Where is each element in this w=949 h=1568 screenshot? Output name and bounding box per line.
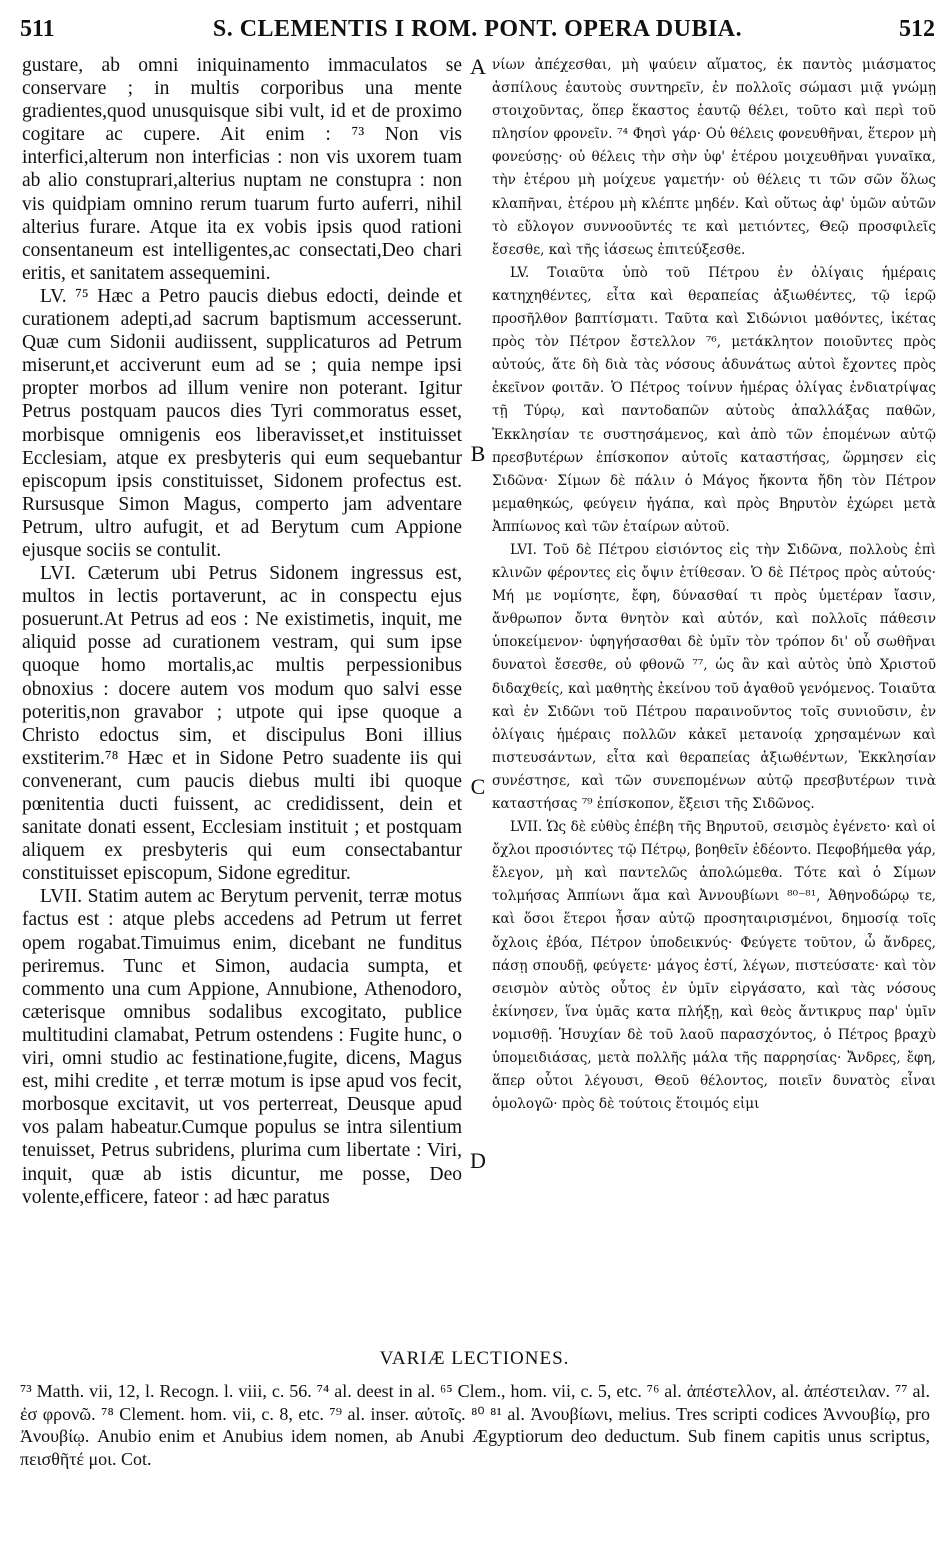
margin-marker-d: D <box>470 1148 486 1173</box>
latin-paragraph: LV. ⁷⁵ Hæc a Petro paucis diebus edocti, deinde et curationem adepti,ad sacrum baptismum accesserunt. Quæ cum Sidonii audiissent, supplicaturos ad Petrum miserunt,et acciverunt eum ad se ; quia nempe ipsi propter morbos ad illum venire non poterant. Igitur Petrus postquam paucos dies Tyri commoratus esset, morbisque omnigenis eos liberavisset,et instituisset Ecclesiam, atque ex presbyteris qui eum sequebantur episcopum ipsis constituisset, Sidonem profectus est. Rursusque Simon Magus, comperto jam adventare Petrum, ultro aufugit, et ad Berytum cum Appione ejusque sociis se contulit. <box>22 285 462 561</box>
greek-paragraph: νίων ἀπέχεσθαι, μὴ ψαύειν αἵματος, ἐκ παντὸς μιάσματος ἀσπίλους ἑαυτοὺς συντηρεῖν, ἐν πολλοῖς σώμασι μιᾷ γνώμῃ στοιχοῦντας, ὅπερ ἕκαστος ἑαυτῷ θέλει, τοῦτο καὶ περὶ τοῦ πλησίον φρονεῖν. ⁷⁴ Φησὶ γάρ· Οὐ θέλεις φονευθῆναι, ἕτερον μὴ φονεύσῃς· οὐ θέλεις τὴν σὴν ὑφ' ἑτέρου μοιχευθῆναι γυναῖκα, τὴν ἑτέρου μὴ μοίχευε γαμετήν· οὐ θέλεις τι τῶν σῶν ὅλως κλαπῆναι, ἑτέρου μὴ κλέπτε μηδέν. Καὶ οὕτως ἀφ' ὑμῶν αὐτῶν τὸ εὔλογον συννοοῦντές τε καὶ μετιόντες, Θεῷ προσφιλεῖς ἔσεσθε, καὶ τῆς ἰάσεως ἐπιτεύξεσθε. <box>492 57 936 258</box>
latin-paragraph: gustare, ab omni iniquinamento immaculatos se conservare ; in multis corporibus una mente gradientes,quod unusquisque sibi vult, id et de proximo cogitare ac cupere. Ait enim : ⁷³ Non vis interfici,alterum non interficias : non vis uxorem tuam ab alio constuprari,alterius nuptam ne constupra : non vis quidpiam omnino rerum tuarum furto auferri, nihil alterius furare. Atque ita ex vobis ipsis quod rationi consentaneum est intelligentes,ac consectati,Deo chari eritis, et sanitatem assequemini. <box>22 55 462 284</box>
page-number-left: 511 <box>20 16 55 42</box>
greek-paragraph: LVI. Τοῦ δὲ Πέτρου εἰσιόντος εἰς τὴν Σιδῶνα, πολλοὺς ἐπὶ κλινῶν φέροντες εἰς ὄψιν ἐτίθεσαν. Ὁ δὲ Πέτρος πρὸς αὐτούς· Μή με νομίσητε, ἔφη, δύνασθαί τι πρὸς ὑμετέραν ἴασιν, ἄνθρωπον ὄντα θνητὸν καὶ αὐτόν, καὶ πολλοῖς πάθεσιν ὑποκείμενον· ὑφηγήσασθαι δὲ ὑμῖν τὸν τρόπον δι' οὗ σωθῆναι δυνατοὶ ἔσεσθε, οὐ φθονῶ ⁷⁷, ὡς ἂν καὶ αὐτὸς ὑπὸ Χριστοῦ διδαχθείς, καὶ μαθητὴς ἐκείνου τοῦ ἀγαθοῦ γενόμενος. Τοιαῦτα καὶ ἐν Σιδῶνι τοῦ Πέτρου παραινοῦντος τοῖς συνιοῦσιν, ἐν ὀλίγαις ἡμέραις πολλῶν κἀκεῖ μετανοίᾳ χρησαμένων καὶ πιστευσάντων, εἶτα καὶ θεραπείας ἀξιωθέντων, Ἐκκλησίαν συνέστησε, καὶ τῶν συνεπομένων αὐτῷ πρεσβυτέρων τινὰ καταστήσας ⁷⁹ ἐπίσκοπον, ἔξεισι τῆς Σιδῶνος. <box>492 541 936 812</box>
page-number-right: 512 <box>899 16 935 42</box>
latin-paragraph: LVI. Cæterum ubi Petrus Sidonem ingressus est, multos in lectis portaverunt, ac in conspectu ejus posuerunt.At Petrus ad eos : Ne existimetis, inquit, me aliquid posse ad curationem vestram, qui sum ipse quoque homo mortalis,ac multis perpessionibus obnoxius : docere autem vos modum quo salvi esse poteritis,non gravabor ; utpote qui ipse quoque a Christo edoctus sim, et discipulus Boni illius exstiterim.⁷⁸ Hæc et in Sidone Petro suadente iis qui convenerant, cum paucis diebus multi ibi quoque pœnitentia ducti fuissent, ac credidissent, dein et sanitate donati essent, Ecclesiam instituit ; et postquam aliquem ex presbyteris qui eum consectabantur constituisset episcopum, Sidone egreditur. <box>22 563 462 885</box>
greek-column <box>492 54 936 1116</box>
margin-marker-c: C <box>470 774 486 799</box>
latin-paragraph: LVII. Statim autem ac Berytum pervenit, terræ motus factus est : atque plebs accedens ad Petrum ut ferret opem rogabat.Timuimus enim, dicebant ne funditus periremus. Tunc et Simon, audacia sumpta, et commento una cum Appione, Annubione, Athenodoro, cæterisque omnibus sodalibus excogitato, publice multitudini clamabat, Petrum ostendens : Fugite hunc, o viri, omni studio ac festinatione,fugite, dicens, Magus est, mihi credite , et terræ motum is ipse apud vos fecit, morbosque excitavit, ut vos perterreat, Deusque apud vos palam habeatur.Cumque populus se intra silentium tenuisset, Petrus subridens, plurima cum libertate : Viri, inquit, quæ ab istis dicuntur, me posse, Deo volente,efficere, fateor : ad hæc paratus <box>22 886 462 1208</box>
margin-marker-a: A <box>470 54 486 79</box>
page-header <box>20 16 935 48</box>
margin-marker-b: B <box>470 441 486 466</box>
variae-lectiones-heading: VARIÆ LECTIONES. <box>379 1348 570 1369</box>
two-column-body <box>22 54 934 1354</box>
greek-paragraph: LVII. Ὡς δὲ εὐθὺς ἐπέβη τῆς Βηρυτοῦ, σεισμὸς ἐγένετο· καὶ οἱ ὄχλοι προσιόντες τῷ Πέτρῳ, βοηθεῖν ἐδέοντο. Πεφοβήμεθα γάρ, ἔλεγον, μὴ καὶ παντελῶς ἀπολώμεθα. Τότε καὶ ὁ Σίμων τολμήσας Ἀππίωνι ἅμα καὶ Ἀννουβίωνι ⁸⁰⁻⁸¹, Ἀθηνοδώρῳ τε, καὶ ὅσοι ἕτεροι ἦσαν αὐτῷ προσηταιρισμένοι, δημοσίᾳ τοῖς ὄχλοις ἐβόα, Πέτρον ὑποδεικνύς· Φεύγετε τοῦτον, ὦ ἄνδρες, πάσῃ σπουδῇ, φεύγετε· μάγος ἐστί, λέγων, πιστεύσατε· καὶ τὸν σεισμὸν αὐτὸς οὗτος ἐν ὑμῖν εἰργάσατο, καὶ τὰς νόσους ἐκίνησεν, ἵνα ὑμᾶς κατα πλήξῃ, καὶ θεὸς ἄντικρυς παρ' ὑμῖν νομισθῇ. Ἡσυχίαν δὲ τοῦ λαοῦ παρασχόντος, ὁ Πέτρος βραχὺ ὑπομειδιάσας, μετὰ πολλῆς μάλα τῆς παρρησίας· Ἄνδρες, ἔφη, ἅπερ οὗτοι λέγουσι, Θεοῦ θέλοντος, ποιεῖν δυνατὸς εἶναι ὁμολογῶ· πρὸς δὲ τούτοις ἕτοιμός εἰμι <box>492 819 936 1113</box>
running-title: S. CLEMENTIS I ROM. PONT. OPERA DUBIA. <box>212 16 743 42</box>
latin-column <box>22 54 462 1209</box>
variae-lectiones-notes: ⁷³ Matth. vii, 12, l. Recogn. l. viii, c. 56. ⁷⁴ al. deest in al. ⁶⁵ Clem., hom. vii, c. 5, etc. ⁷⁶ al. ἀπέστελλον, al. ἀπέστειλαν. ⁷⁷ al. ἐσ φρονῶ. ⁷⁸ Clement. hom. vii, c. 8, etc. ⁷⁹ al. inser. αὐτοῖς. ⁸⁰ ⁸¹ al. Ἀνουβίωνι, melius. Tres scripti codices Ἀννουβίῳ, pro Ἀνουβίῳ. Anubio enim et Anubius idem nomen, ab Anubi Ægyptiorum deo deductum. Sub finem capitis unus scriptus, πεισθῆτέ μοι. Cot. <box>20 1381 930 1469</box>
greek-paragraph: LV. Τοιαῦτα ὑπὸ τοῦ Πέτρου ἐν ὀλίγαις ἡμέραις κατηχηθέντες, εἶτα καὶ θεραπείας ἀξιωθέντες, τῷ ἱερῷ προσῆλθον βαπτίσματι. Ταῦτα καὶ Σιδώνιοι μαθόντες, ἱκέτας πρὸς τὸν Πέτρον ἔστελλον ⁷⁶, μετάκλητον ποιοῦντες πρὸς αὐτούς, ἅτε δὴ διὰ τὰς νόσους ἀδυνάτως αὐτοὶ ἔχοντες πρὸς ἐκεῖνον φοιτᾶν. Ὁ Πέτρος τοίνυν ἡμέρας ὀλίγας ἐνδιατρίψας τῇ Τύρῳ, καὶ παντοδαπῶν αὐτοὺς ἀπαλλάξας παθῶν, Ἐκκλησίαν τε συστησάμενος, καὶ ἀπὸ τῶν ἑπομένων αὐτῷ πρεσβυτέρων ἐπίσκοπον αὐτοῖς καταστήσας, ὥρμησεν εἰς Σιδῶνα· Σίμων δὲ πάλιν ὁ Μάγος ἤκοντα ἤδη τὸν Πέτρον μεμαθηκώς, φεύγειν ἠγάπα, καὶ πρὸς Βηρυτὸν ἐχώρει μετὰ Ἀππίωνος καὶ τῶν ἑταίρων αὐτοῦ. <box>492 264 936 535</box>
